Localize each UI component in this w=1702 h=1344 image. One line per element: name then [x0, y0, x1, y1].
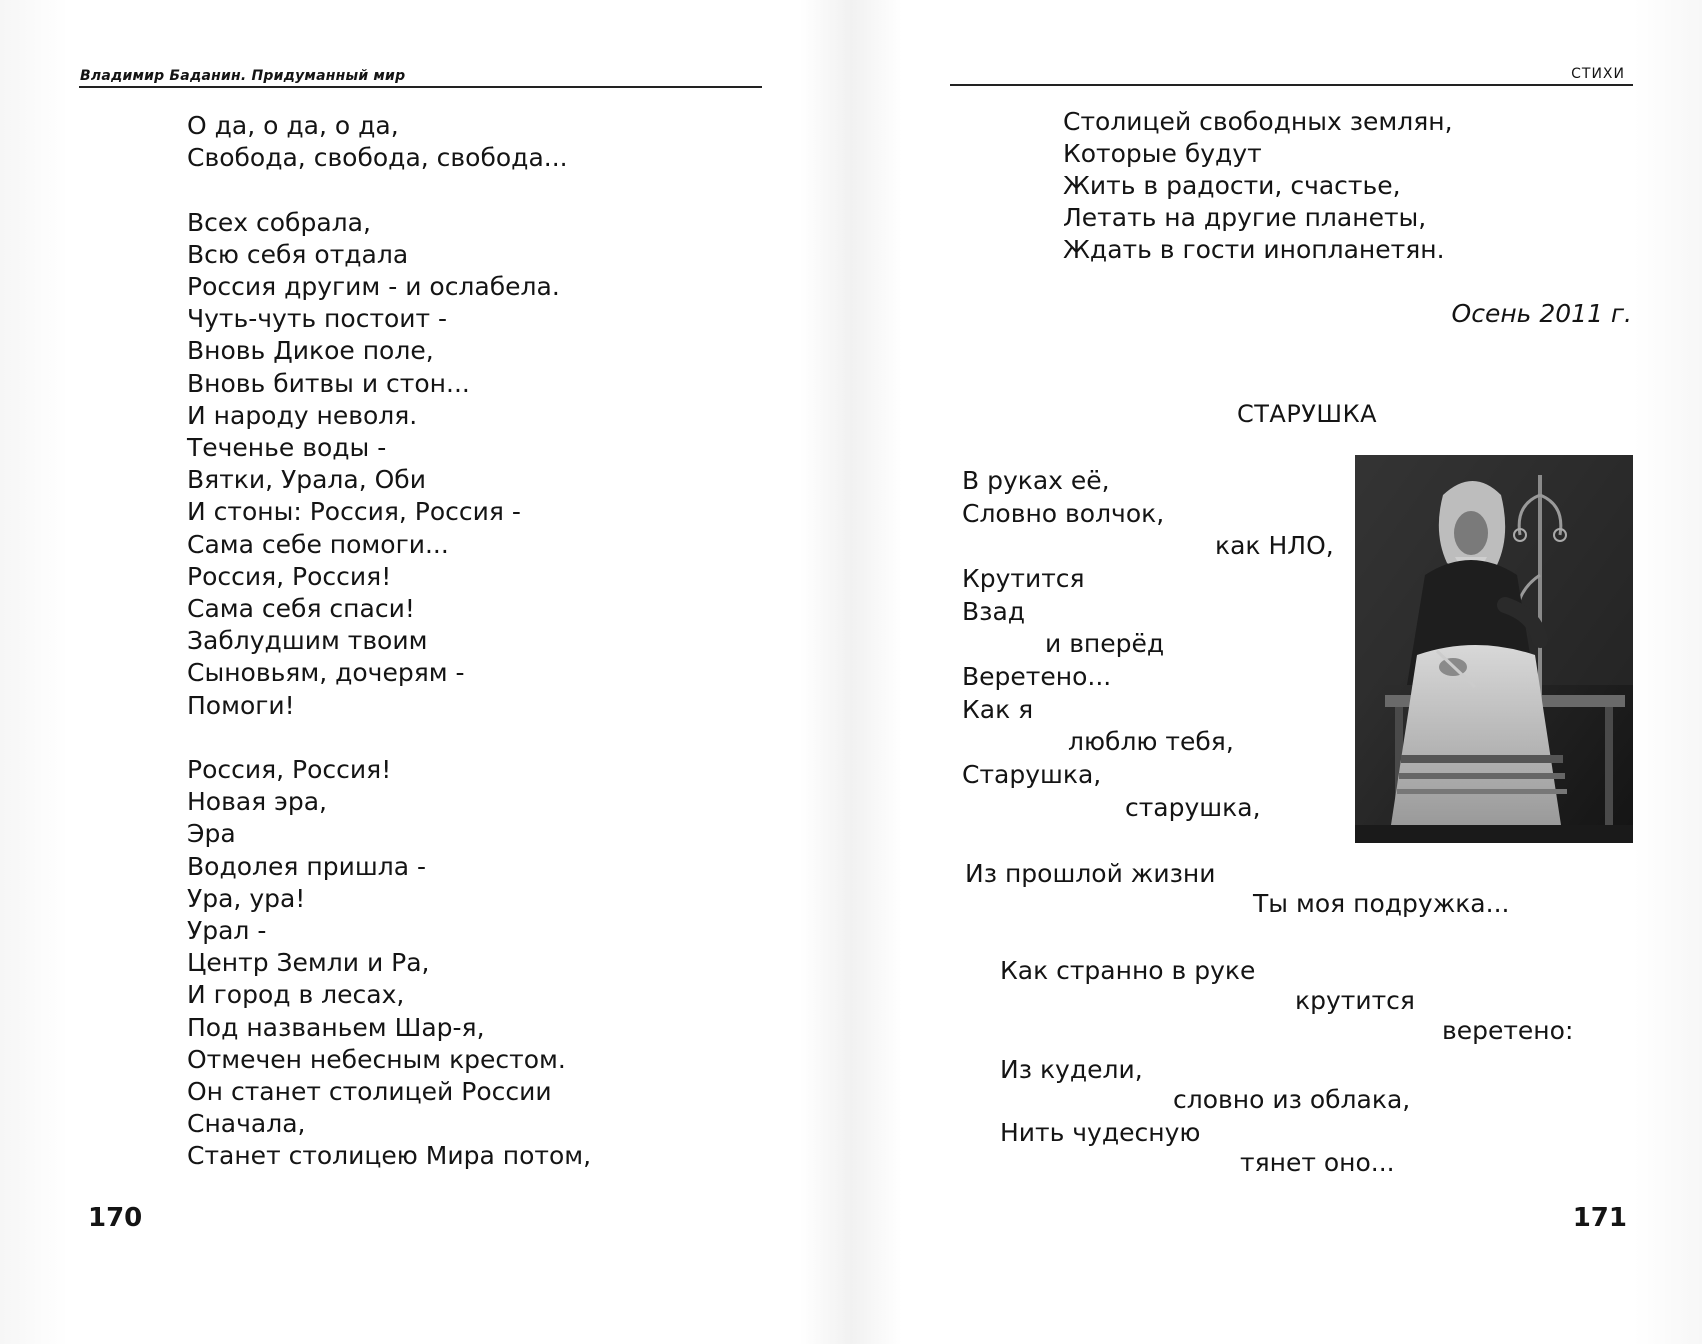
poem-line: Сначала, — [187, 1109, 306, 1139]
poem-line: И стоны: Россия, Россия - — [187, 497, 521, 527]
poem-line: как НЛО, — [1215, 531, 1334, 560]
poem-line: Чуть-чуть постоит - — [187, 304, 448, 334]
poem-line: Вятки, Урала, Оби — [187, 465, 426, 495]
poem-line: Взад — [962, 597, 1026, 626]
poem-line: Новая эра, — [187, 787, 327, 817]
poem-line: Вновь Дикое поле, — [187, 336, 434, 366]
stanza-break — [187, 722, 591, 754]
poem-line: Вновь битвы и стон... — [187, 368, 470, 398]
poem-line: Ты моя подружка... — [1253, 889, 1510, 918]
left-page-poem — [187, 110, 591, 1173]
continuation-line-1: Столицей свободных землян, — [1063, 107, 1453, 136]
poem-line: И город в лесах, — [187, 980, 405, 1010]
poem-line: Сыновьям, дочерям - — [187, 658, 465, 688]
poem-title: СТАРУШКА — [1237, 400, 1378, 428]
poem-line: Отмечен небесным крестом. — [187, 1044, 566, 1074]
poem-line: Центр Земли и Ра, — [187, 948, 430, 978]
stanza-break — [187, 174, 591, 206]
poem-line: люблю тебя, — [1068, 727, 1234, 756]
poem-line: Ура, ура! — [187, 883, 306, 913]
poem-line: Урал - — [187, 916, 267, 946]
poem-line: Под названьем Шар-я, — [187, 1012, 485, 1042]
continuation-line-4: Летать на другие планеты, — [1063, 203, 1427, 232]
poem-line: Станет столицею Мира потом, — [187, 1141, 592, 1171]
header-rule-left — [79, 86, 762, 88]
poem-line: Всю себя отдала — [187, 239, 409, 269]
page-number-left: 170 — [88, 1203, 143, 1233]
poem-line: Заблудшим твоим — [187, 626, 428, 656]
poem-line: тянет оно... — [1240, 1148, 1395, 1177]
poem-line: веретено: — [1442, 1016, 1574, 1045]
page-number-right: 171 — [1572, 1203, 1627, 1233]
poem-line: Веретено... — [962, 662, 1112, 691]
poem-line: Из прошлой жизни — [965, 859, 1216, 888]
poem-line: и вперёд — [1045, 629, 1165, 658]
poem-line: Старушка, — [962, 760, 1102, 789]
poem-line: О да, о да, о да, — [187, 111, 399, 140]
running-head-right: СТИХИ — [1571, 66, 1625, 82]
poem-line: Из кудели, — [1000, 1055, 1143, 1084]
poem-line: Водолея пришла - — [187, 851, 426, 881]
poem-line: Теченье воды - — [187, 433, 387, 463]
poem-line: крутится — [1295, 986, 1415, 1015]
poem-line: Эра — [187, 819, 236, 849]
poem-line: Россия другим - и ослабела. — [187, 272, 560, 301]
poem-date: Осень 2011 г. — [1451, 299, 1632, 328]
poem-line: Всех собрала, — [187, 207, 371, 237]
continuation-line-5: Ждать в гости инопланетян. — [1063, 235, 1445, 264]
poem-line: Как странно в руке — [1000, 956, 1256, 985]
poem-line: Помоги! — [187, 690, 295, 720]
poem-line: В руках её, — [962, 466, 1110, 495]
old-woman-illustration — [1355, 455, 1633, 843]
old-woman-photo — [1355, 455, 1633, 843]
poem-line: Свобода, свобода, свобода... — [187, 143, 568, 173]
continuation-line-2: Которые будут — [1063, 139, 1262, 168]
poem-line: Как я — [962, 695, 1034, 724]
poem-line: старушка, — [1125, 793, 1261, 822]
poem-line: И народу неволя. — [187, 400, 418, 430]
poem-line: Словно волчок, — [962, 499, 1165, 528]
running-head-left: Владимир Баданин. Придуманный мир — [80, 68, 406, 84]
poem-line: словно из облака, — [1173, 1085, 1411, 1114]
poem-line: Россия, Россия! — [187, 561, 392, 591]
poem-line: Россия, Россия! — [187, 755, 392, 785]
poem-line: Сама себя спаси! — [187, 594, 415, 624]
poem-line: Крутится — [962, 564, 1085, 593]
poem-line: Сама себе помоги... — [187, 529, 449, 559]
poem-line: Нить чудесную — [1000, 1118, 1201, 1147]
continuation-line-3: Жить в радости, счастье, — [1063, 171, 1401, 200]
poem-line: Он станет столицей России — [187, 1077, 552, 1107]
header-rule-right — [950, 84, 1633, 86]
